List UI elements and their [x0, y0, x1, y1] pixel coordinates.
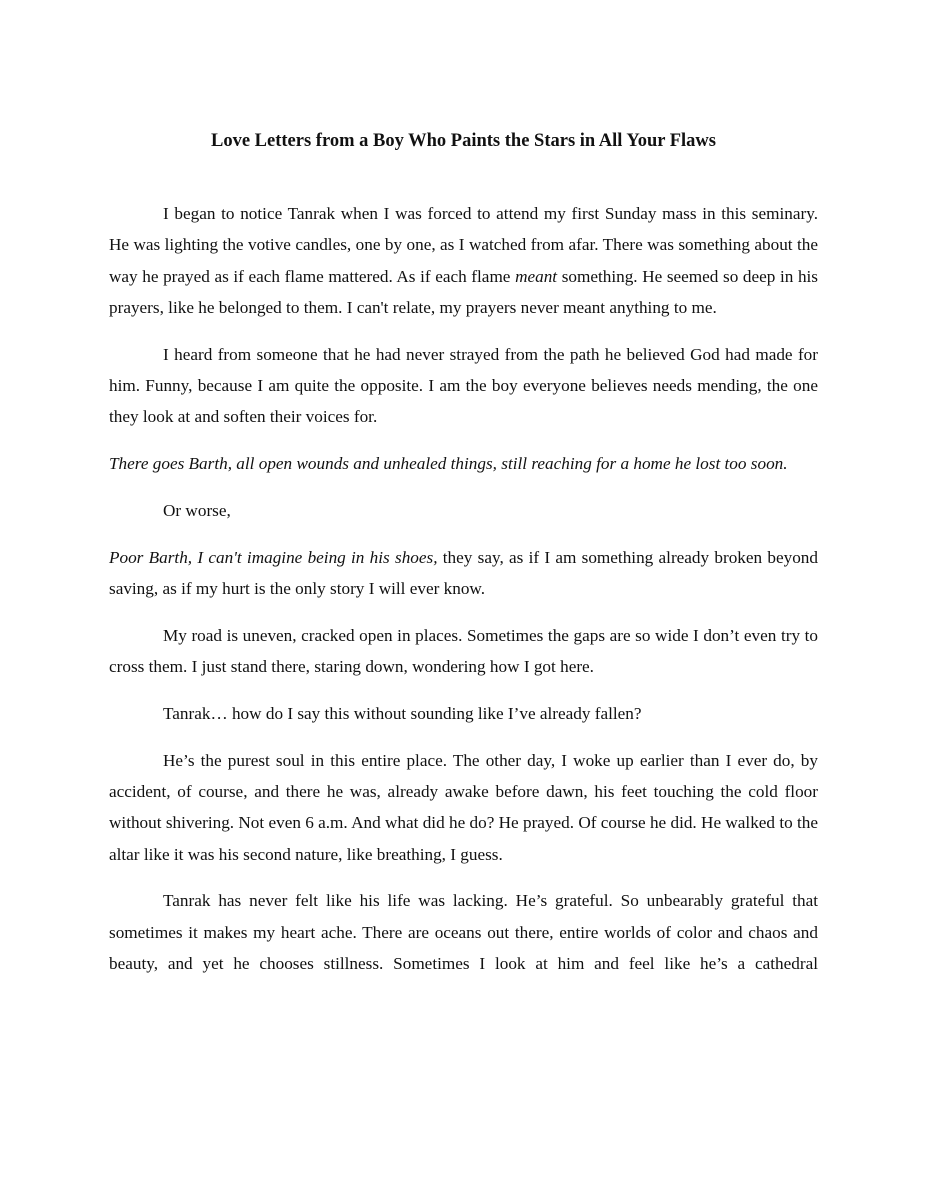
document-title: Love Letters from a Boy Who Paints the Stars in All Your Flaws	[211, 131, 716, 151]
paragraph-9: Tanrak has never felt like his life was lacking. He’s grateful. So unbearably grateful that sometimes it makes my heart ache. There are oceans out there, entire worlds of color and chaos and beauty, and yet he chooses stillness. Sometimes I look at him and feel like he’s a cathedral	[109, 891, 818, 973]
paragraph-5	[109, 542, 818, 605]
document-body	[109, 198, 818, 995]
paragraph-1-text-b: something. He seemed so deep in his prayers, like he belonged to them. I can't relate, my prayers never meant anything to me.	[109, 266, 818, 317]
paragraph-1-emphasis: meant	[515, 266, 558, 286]
paragraph-5-italic-text: Poor Barth, I can't imagine being in his shoes,	[109, 547, 438, 567]
paragraph-1-text-a: I began to notice Tanrak when I was forced to attend my first Sunday mass in this seminary. He was lighting the votive candles, one by one, as I watched from afar. There was something about the way he prayed as if each flame mattered. As if each flame	[109, 204, 818, 286]
paragraph-6: My road is uneven, cracked open in places. Sometimes the gaps are so wide I don’t even try to cross them. I just stand there, staring down, wondering how I got here.	[109, 625, 818, 677]
paragraph-4: Or worse,	[163, 500, 231, 520]
paragraph-3-italic	[109, 448, 818, 479]
paragraph-3-italic-text: There goes Barth, all open wounds and unhealed things, still reaching for a home he lost too soon.	[109, 454, 788, 474]
paragraph-5-text: they say, as if I am something already broken beyond saving, as if my hurt is the only story I will ever know.	[109, 547, 818, 598]
paragraph-8: He’s the purest soul in this entire place. The other day, I woke up earlier than I ever do, by accident, of course, and there he was, already awake before dawn, his feet touching the cold floor without shivering. Not even 6 a.m. And what did he do? He prayed. Of course he did. He walked to the altar like it was his second nature, like breathing, I guess.	[109, 750, 818, 864]
paragraph-1	[109, 198, 818, 323]
paragraph-2: I heard from someone that he had never strayed from the path he believed God had made for him. Funny, because I am quite the opposite. I am the boy everyone believes needs mending, the one they look at and soften their voices for.	[109, 344, 818, 427]
paragraph-7: Tanrak… how do I say this without sounding like I’ve already fallen?	[163, 703, 642, 723]
